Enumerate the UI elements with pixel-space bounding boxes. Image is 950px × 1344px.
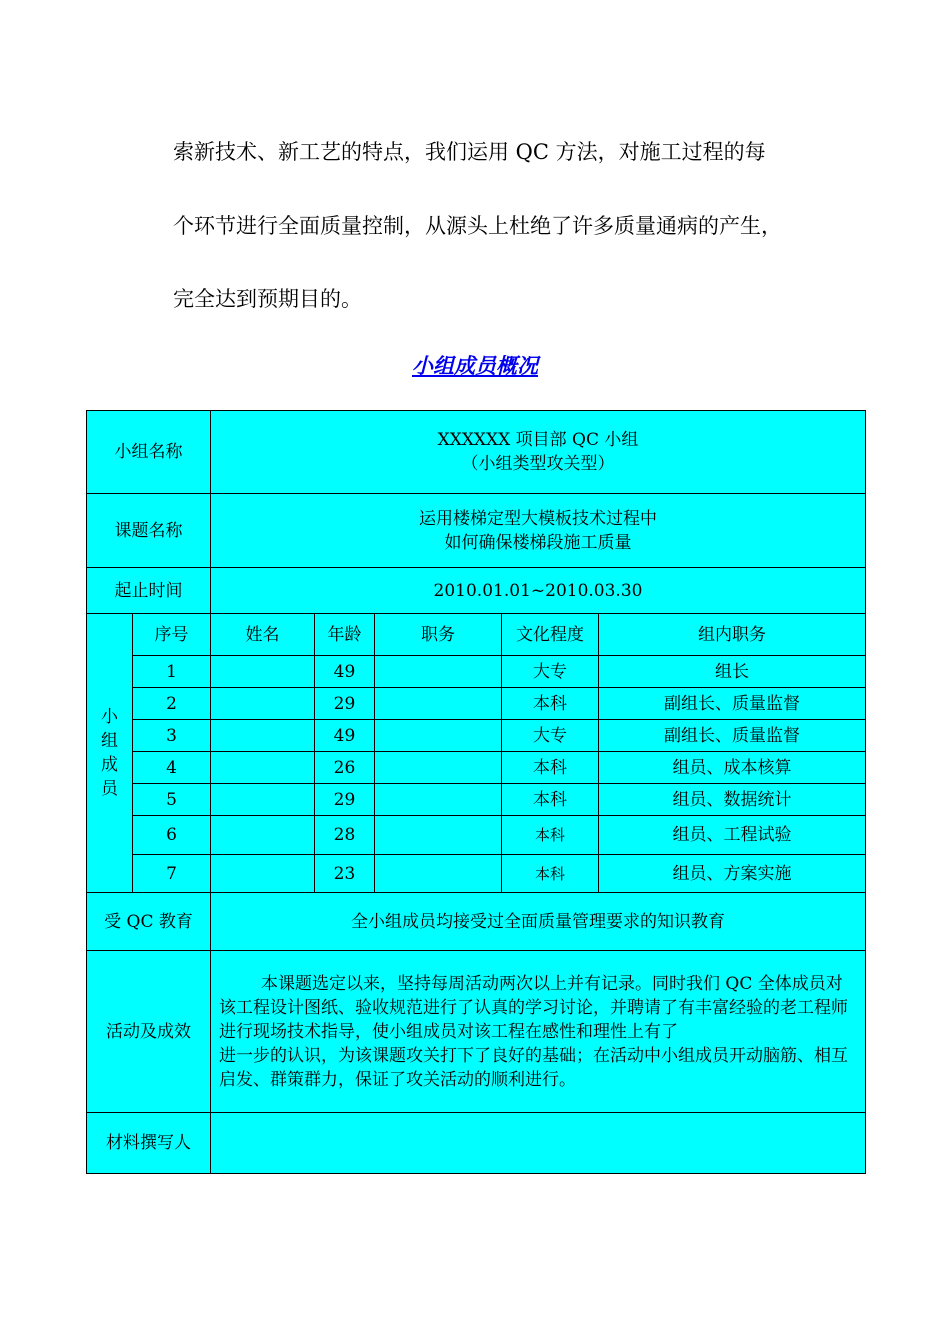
member-age: 23 [315, 855, 375, 893]
header-role: 组内职务 [599, 614, 866, 656]
member-age: 49 [315, 656, 375, 688]
header-no: 序号 [133, 614, 211, 656]
member-name [211, 784, 315, 816]
group-name-value [211, 411, 866, 494]
intro-line-2: 个环节进行全面质量控制，从源头上杜绝了许多质量通病的产生， [173, 214, 782, 238]
member-education: 大专 [502, 656, 599, 688]
member-position [375, 656, 502, 688]
writer-value [211, 1113, 866, 1174]
member-position [375, 855, 502, 893]
member-education: 本科 [502, 752, 599, 784]
row-group-name [87, 411, 866, 494]
member-no: 7 [133, 855, 211, 893]
member-position [375, 720, 502, 752]
member-row [87, 784, 866, 816]
member-age: 28 [315, 816, 375, 855]
member-role: 组员、数据统计 [599, 784, 866, 816]
intro-line-3: 完全达到预期目的。 [173, 287, 362, 311]
member-row [87, 752, 866, 784]
member-position [375, 688, 502, 720]
member-name [211, 855, 315, 893]
group-name-line-1: XXXXXX 项目部 QC 小组 [437, 430, 639, 450]
intro-line-1: 索新技术、新工艺的特点，我们运用 QC 方法，对施工过程的每 [173, 140, 766, 164]
header-age: 年龄 [315, 614, 375, 656]
member-name [211, 720, 315, 752]
member-row [87, 656, 866, 688]
member-education: 本科 [502, 816, 599, 855]
header-education: 文化程度 [502, 614, 599, 656]
member-education: 本科 [502, 688, 599, 720]
member-role: 组员、工程试验 [599, 816, 866, 855]
member-role: 副组长、质量监督 [599, 688, 866, 720]
member-age: 26 [315, 752, 375, 784]
activity-paragraph-1: 本课题选定以来，坚持每周活动两次以上并有记录。同时我们 QC 全体成员对该工程设计图纸、验收规范进行了认真的学习讨论，并聘请了有丰富经验的老工程师进行现场技术指导，使小组成员对该工程在感性和理性上有了 [219, 973, 848, 1042]
topic-line-1: 运用楼梯定型大模板技术过程中 [419, 508, 657, 529]
member-row [87, 688, 866, 720]
topic-value [211, 494, 866, 568]
member-no: 1 [133, 656, 211, 688]
member-no: 2 [133, 688, 211, 720]
member-role: 组员、方案实施 [599, 855, 866, 893]
group-overview-table [86, 410, 866, 1174]
member-age: 29 [315, 784, 375, 816]
member-no: 5 [133, 784, 211, 816]
activity-label: 活动及成效 [87, 951, 211, 1113]
member-no: 4 [133, 752, 211, 784]
topic-line-2: 如何确保楼梯段施工质量 [444, 532, 632, 553]
members-label-char: 小 [101, 707, 118, 727]
member-row [87, 816, 866, 855]
row-period [87, 568, 866, 614]
member-role: 副组长、质量监督 [599, 720, 866, 752]
member-education: 本科 [502, 855, 599, 893]
members-label-char: 员 [101, 779, 118, 799]
row-activity [87, 951, 866, 1113]
group-name-line-2: （小组类型攻关型） [461, 454, 615, 474]
topic-label: 课题名称 [87, 494, 211, 568]
member-name [211, 688, 315, 720]
education-value: 全小组成员均接受过全面质量管理要求的知识教育 [211, 893, 866, 951]
activity-value [211, 951, 866, 1113]
row-education [87, 893, 866, 951]
member-position [375, 816, 502, 855]
members-label-char: 成 [101, 755, 118, 775]
activity-paragraph-2: 进一步的认识，为该课题攻关打下了良好的基础；在活动中小组成员开动脑筋、相互启发、群策群力，保证了攻关活动的顺利进行。 [219, 1045, 848, 1090]
member-position [375, 784, 502, 816]
member-no: 6 [133, 816, 211, 855]
header-name: 姓名 [211, 614, 315, 656]
members-header-row [87, 614, 866, 656]
period-value: 2010.01.01~2010.03.30 [211, 568, 866, 614]
member-name [211, 656, 315, 688]
writer-label: 材料撰写人 [87, 1113, 211, 1174]
row-writer [87, 1113, 866, 1174]
member-position [375, 752, 502, 784]
row-topic [87, 494, 866, 568]
members-label-char: 组 [101, 731, 118, 751]
member-age: 49 [315, 720, 375, 752]
header-position: 职务 [375, 614, 502, 656]
member-no: 3 [133, 720, 211, 752]
member-age: 29 [315, 688, 375, 720]
member-name [211, 816, 315, 855]
member-role: 组长 [599, 656, 866, 688]
members-label [87, 614, 133, 893]
member-education: 大专 [502, 720, 599, 752]
education-label: 受 QC 教育 [87, 893, 211, 951]
section-title[interactable]: 小组成员概况 [412, 354, 538, 378]
member-education: 本科 [502, 784, 599, 816]
member-role: 组员、成本核算 [599, 752, 866, 784]
member-row [87, 720, 866, 752]
member-row [87, 855, 866, 893]
member-name [211, 752, 315, 784]
group-name-label: 小组名称 [87, 411, 211, 494]
period-label: 起止时间 [87, 568, 211, 614]
